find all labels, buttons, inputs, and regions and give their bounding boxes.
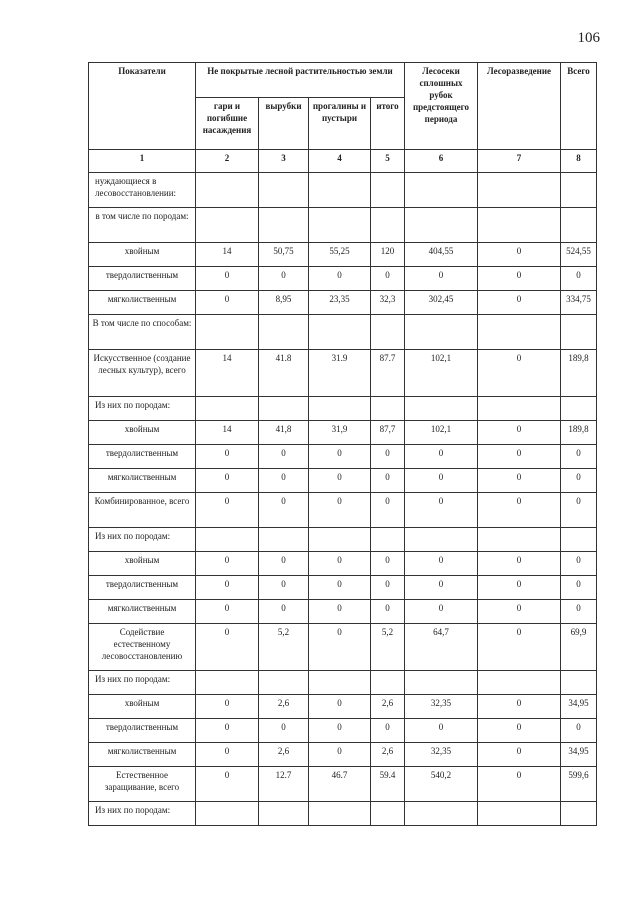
cell-value: 8,95 — [259, 291, 309, 315]
cell-value: 0 — [478, 695, 561, 719]
cell-value: 2,6 — [371, 695, 405, 719]
cell-value: 87,7 — [371, 421, 405, 445]
table-row — [89, 552, 597, 576]
cell-value: 0 — [196, 291, 259, 315]
table-row — [89, 576, 597, 600]
table-row — [89, 528, 597, 552]
cell-value — [259, 208, 309, 243]
header-indicators: Показатели — [89, 63, 196, 150]
cell-value — [259, 802, 309, 826]
cell-value — [478, 671, 561, 695]
cell-value: 31.9 — [309, 350, 371, 397]
cell-value — [309, 315, 371, 350]
cell-value — [371, 802, 405, 826]
row-label: мягколиственным — [89, 600, 196, 624]
cell-value: 0 — [478, 469, 561, 493]
cell-value: 0 — [371, 445, 405, 469]
cell-value — [196, 315, 259, 350]
cell-value: 0 — [478, 767, 561, 802]
table-row — [89, 743, 597, 767]
cell-value: 34,95 — [561, 743, 597, 767]
cell-value: 0 — [478, 445, 561, 469]
cell-value — [309, 173, 371, 208]
header-afforestation: Лесоразведение — [478, 63, 561, 150]
cell-value: 32,3 — [371, 291, 405, 315]
cell-value: 46.7 — [309, 767, 371, 802]
header-not-covered: Не покрытые лесной растительностью земли — [196, 63, 405, 98]
header-all: Всего — [561, 63, 597, 150]
cell-value — [405, 315, 478, 350]
row-label: В том числе по способам: — [89, 315, 196, 350]
cell-value: 0 — [196, 552, 259, 576]
header-clearings: вырубки — [259, 98, 309, 150]
row-label: нуждающиеся в лесовосстановлении: — [89, 173, 196, 208]
row-label: Искусственное (создание лесных культур), всего — [89, 350, 196, 397]
cell-value: 404,55 — [405, 243, 478, 267]
row-label: мягколиственным — [89, 469, 196, 493]
cell-value: 302,45 — [405, 291, 478, 315]
cell-value — [371, 528, 405, 552]
row-label: мягколиственным — [89, 743, 196, 767]
cell-value: 0 — [478, 493, 561, 528]
cell-value: 41,8 — [259, 421, 309, 445]
cell-value — [478, 173, 561, 208]
cell-value — [309, 802, 371, 826]
cell-value: 0 — [196, 445, 259, 469]
cell-value: 189,8 — [561, 350, 597, 397]
table-row — [89, 243, 597, 267]
cell-value: 0 — [561, 493, 597, 528]
cell-value — [561, 802, 597, 826]
cell-value — [196, 802, 259, 826]
cell-value: 0 — [405, 552, 478, 576]
cell-value: 50,75 — [259, 243, 309, 267]
row-label: Комбинированное, всего — [89, 493, 196, 528]
cell-value: 0 — [371, 576, 405, 600]
cell-value: 0 — [478, 552, 561, 576]
cell-value: 0 — [259, 600, 309, 624]
cell-value — [196, 208, 259, 243]
cell-value: 0 — [478, 600, 561, 624]
table-body — [89, 173, 597, 826]
cell-value: 0 — [561, 600, 597, 624]
row-label: Из них по породам: — [89, 528, 196, 552]
cell-value: 102,1 — [405, 421, 478, 445]
cell-value — [371, 397, 405, 421]
cell-value: 0 — [309, 493, 371, 528]
cell-value: 0 — [371, 552, 405, 576]
cell-value: 0 — [561, 445, 597, 469]
cell-value — [561, 315, 597, 350]
cell-value — [405, 397, 478, 421]
cell-value: 0 — [309, 469, 371, 493]
forest-restoration-table — [88, 62, 597, 826]
cell-value — [405, 208, 478, 243]
cell-value: 0 — [309, 445, 371, 469]
row-label: хвойным — [89, 552, 196, 576]
row-label: твердолиственным — [89, 445, 196, 469]
cell-value: 32,35 — [405, 695, 478, 719]
cell-value — [259, 397, 309, 421]
row-label: твердолиственным — [89, 267, 196, 291]
row-label: хвойным — [89, 695, 196, 719]
cell-value — [478, 802, 561, 826]
cell-value — [196, 671, 259, 695]
cell-value: 0 — [478, 421, 561, 445]
cell-value: 0 — [259, 552, 309, 576]
cell-value: 0 — [405, 267, 478, 291]
cell-value — [259, 173, 309, 208]
header-burns: гари и погибшие насаждения — [196, 98, 259, 150]
cell-value: 0 — [309, 552, 371, 576]
row-label: Естественное заращивание, всего — [89, 767, 196, 802]
cell-value: 0 — [371, 493, 405, 528]
cell-value: 0 — [561, 552, 597, 576]
cell-value: 0 — [478, 743, 561, 767]
cell-value: 0 — [405, 719, 478, 743]
cell-value — [309, 671, 371, 695]
cell-value: 0 — [405, 576, 478, 600]
table-row — [89, 624, 597, 671]
cell-value: 0 — [196, 695, 259, 719]
cell-value: 5,2 — [259, 624, 309, 671]
table-row — [89, 802, 597, 826]
table-row — [89, 445, 597, 469]
cell-value: 0 — [478, 576, 561, 600]
row-label: хвойным — [89, 421, 196, 445]
cell-value: 0 — [196, 719, 259, 743]
cell-value: 87.7 — [371, 350, 405, 397]
cell-value: 0 — [259, 267, 309, 291]
cell-value: 0 — [196, 767, 259, 802]
row-label: в том числе по породам: — [89, 208, 196, 243]
cell-value — [405, 528, 478, 552]
cell-value: 0 — [196, 469, 259, 493]
column-number: 6 — [405, 150, 478, 173]
table-row — [89, 173, 597, 208]
column-numbers-row — [89, 150, 597, 173]
cell-value — [371, 671, 405, 695]
cell-value: 0 — [478, 719, 561, 743]
cell-value — [371, 173, 405, 208]
cell-value — [371, 315, 405, 350]
cell-value: 0 — [196, 576, 259, 600]
cell-value: 0 — [405, 445, 478, 469]
cell-value: 0 — [259, 719, 309, 743]
cell-value: 0 — [405, 469, 478, 493]
cell-value: 14 — [196, 243, 259, 267]
cell-value — [259, 528, 309, 552]
cell-value: 0 — [478, 624, 561, 671]
column-number: 5 — [371, 150, 405, 173]
cell-value: 0 — [561, 469, 597, 493]
table-row — [89, 208, 597, 243]
cell-value: 0 — [309, 695, 371, 719]
cell-value — [309, 528, 371, 552]
page-number: 106 — [577, 30, 600, 46]
cell-value: 34,95 — [561, 695, 597, 719]
cell-value — [478, 208, 561, 243]
cell-value: 0 — [309, 743, 371, 767]
cell-value: 102,1 — [405, 350, 478, 397]
row-label: мягколиственным — [89, 291, 196, 315]
cell-value: 0 — [196, 600, 259, 624]
cell-value — [259, 671, 309, 695]
cell-value: 69,9 — [561, 624, 597, 671]
cell-value — [478, 528, 561, 552]
cell-value — [561, 173, 597, 208]
cell-value: 599,6 — [561, 767, 597, 802]
cell-value: 0 — [259, 493, 309, 528]
cell-value: 14 — [196, 350, 259, 397]
cell-value: 2,6 — [259, 695, 309, 719]
cell-value: 0 — [309, 267, 371, 291]
table-row — [89, 267, 597, 291]
table-row — [89, 493, 597, 528]
header-cutting-areas: Лесосеки сплошных рубок предстоящего периода — [405, 63, 478, 150]
cell-value: 2,6 — [371, 743, 405, 767]
cell-value: 0 — [478, 267, 561, 291]
table-row — [89, 397, 597, 421]
cell-value: 0 — [371, 719, 405, 743]
cell-value: 0 — [196, 624, 259, 671]
column-number: 4 — [309, 150, 371, 173]
table-row — [89, 315, 597, 350]
column-number: 2 — [196, 150, 259, 173]
column-number: 8 — [561, 150, 597, 173]
cell-value: 55,25 — [309, 243, 371, 267]
cell-value: 12.7 — [259, 767, 309, 802]
table-row — [89, 350, 597, 397]
row-label: Из них по породам: — [89, 802, 196, 826]
cell-value — [405, 671, 478, 695]
cell-value: 0 — [371, 600, 405, 624]
cell-value: 0 — [405, 493, 478, 528]
column-number: 1 — [89, 150, 196, 173]
cell-value — [561, 208, 597, 243]
row-label: твердолиственным — [89, 576, 196, 600]
cell-value: 0 — [478, 350, 561, 397]
cell-value — [405, 802, 478, 826]
table-row — [89, 469, 597, 493]
cell-value — [309, 208, 371, 243]
table-row — [89, 291, 597, 315]
cell-value: 0 — [478, 243, 561, 267]
cell-value — [478, 315, 561, 350]
cell-value: 2,6 — [259, 743, 309, 767]
table-row — [89, 695, 597, 719]
cell-value: 0 — [196, 493, 259, 528]
table-row — [89, 600, 597, 624]
cell-value — [196, 397, 259, 421]
row-label: Из них по породам: — [89, 397, 196, 421]
cell-value — [561, 671, 597, 695]
cell-value: 0 — [405, 600, 478, 624]
cell-value — [405, 173, 478, 208]
cell-value: 0 — [259, 445, 309, 469]
cell-value — [371, 208, 405, 243]
table-row — [89, 421, 597, 445]
cell-value: 41.8 — [259, 350, 309, 397]
cell-value — [196, 173, 259, 208]
cell-value — [309, 397, 371, 421]
cell-value: 0 — [196, 743, 259, 767]
cell-value: 0 — [371, 469, 405, 493]
header-glades: прогалины и пустыри — [309, 98, 371, 150]
cell-value: 5,2 — [371, 624, 405, 671]
cell-value: 0 — [259, 469, 309, 493]
cell-value — [478, 397, 561, 421]
column-number: 3 — [259, 150, 309, 173]
cell-value — [259, 315, 309, 350]
cell-value: 59.4 — [371, 767, 405, 802]
cell-value: 32,35 — [405, 743, 478, 767]
cell-value — [561, 397, 597, 421]
table-row — [89, 767, 597, 802]
header-total: итого — [371, 98, 405, 150]
row-label: хвойным — [89, 243, 196, 267]
cell-value: 64,7 — [405, 624, 478, 671]
cell-value: 0 — [309, 576, 371, 600]
cell-value: 0 — [259, 576, 309, 600]
cell-value: 0 — [561, 576, 597, 600]
cell-value: 31,9 — [309, 421, 371, 445]
table-row — [89, 671, 597, 695]
cell-value: 0 — [309, 719, 371, 743]
cell-value: 540,2 — [405, 767, 478, 802]
cell-value: 120 — [371, 243, 405, 267]
cell-value — [196, 528, 259, 552]
cell-value: 0 — [478, 291, 561, 315]
cell-value: 14 — [196, 421, 259, 445]
row-label: твердолиственным — [89, 719, 196, 743]
cell-value: 189,8 — [561, 421, 597, 445]
cell-value: 0 — [371, 267, 405, 291]
cell-value: 0 — [196, 267, 259, 291]
cell-value: 23,35 — [309, 291, 371, 315]
row-label: Содействие естественному лесовосстановлению — [89, 624, 196, 671]
column-number: 7 — [478, 150, 561, 173]
row-label: Из них по породам: — [89, 671, 196, 695]
cell-value: 524,55 — [561, 243, 597, 267]
cell-value: 0 — [561, 267, 597, 291]
cell-value: 0 — [561, 719, 597, 743]
cell-value: 0 — [309, 600, 371, 624]
cell-value: 334,75 — [561, 291, 597, 315]
cell-value — [561, 528, 597, 552]
cell-value: 0 — [309, 624, 371, 671]
table-row — [89, 719, 597, 743]
